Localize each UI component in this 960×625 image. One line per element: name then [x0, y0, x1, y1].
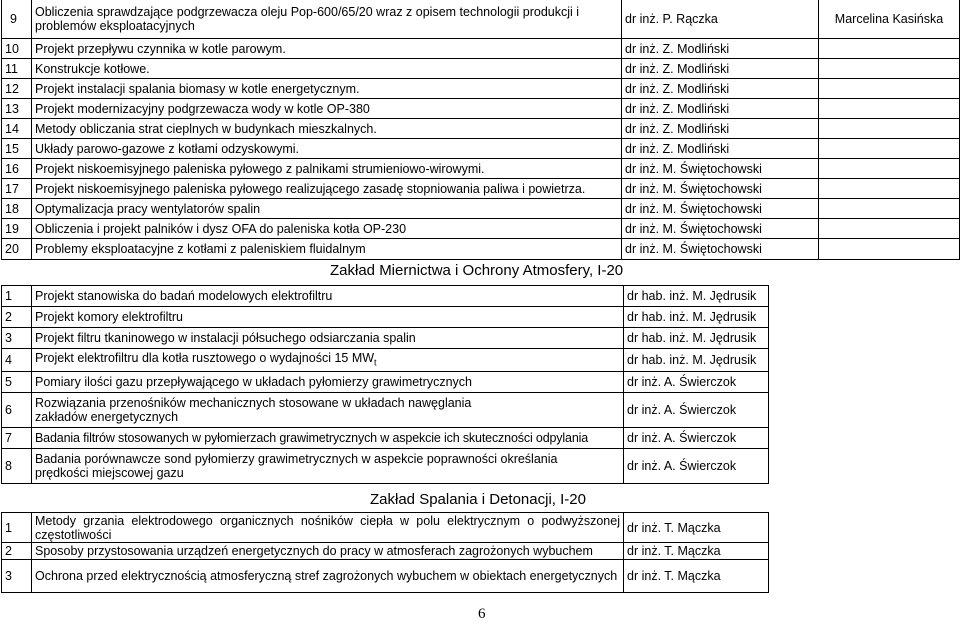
student-name	[819, 59, 960, 79]
row-number: 8	[2, 449, 32, 484]
row-number: 9	[2, 0, 32, 39]
supervisor: dr hab. inż. M. Jędrusik	[624, 286, 769, 307]
table-row	[2, 199, 960, 219]
table-row	[2, 349, 769, 372]
table-row	[2, 59, 960, 79]
student-name	[819, 99, 960, 119]
thesis-title	[32, 349, 624, 372]
row-number: 1	[2, 286, 32, 307]
row-number: 10	[2, 39, 32, 59]
table-row	[2, 99, 960, 119]
thesis-table-c	[1, 512, 769, 593]
thesis-title: Projekt stanowiska do badań modelowych elektrofiltru	[32, 286, 624, 307]
supervisor: dr inż. A. Świerczok	[624, 428, 769, 449]
student-name	[819, 159, 960, 179]
supervisor: dr inż. M. Świętochowski	[622, 179, 819, 199]
thesis-title: Projekt niskoemisyjnego paleniska pyłowego z palnikami strumieniowo-wirowymi.	[32, 159, 622, 179]
row-number: 2	[2, 307, 32, 328]
supervisor: dr inż. Z. Modliński	[622, 39, 819, 59]
table-row	[2, 239, 960, 260]
row-number: 18	[2, 199, 32, 219]
supervisor: dr inż. Z. Modliński	[622, 99, 819, 119]
thesis-title: Konstrukcje kotłowe.	[32, 59, 622, 79]
thesis-table-b	[1, 285, 769, 484]
thesis-table-a	[1, 0, 960, 260]
table-row	[2, 449, 769, 484]
thesis-title: Projekt przepływu czynnika w kotle parowym.	[32, 39, 622, 59]
row-number: 14	[2, 119, 32, 139]
supervisor: dr inż. A. Świerczok	[624, 372, 769, 393]
table-row	[2, 372, 769, 393]
row-number: 13	[2, 99, 32, 119]
row-number: 16	[2, 159, 32, 179]
student-name	[819, 239, 960, 260]
section-title-measurement: Zakład Miernictwa i Ochrony Atmosfery, I-20	[330, 262, 624, 279]
table-row	[2, 119, 960, 139]
supervisor: dr inż. T. Mączka	[624, 513, 769, 543]
row-number: 3	[2, 560, 32, 593]
page-number: 6	[478, 606, 486, 622]
thesis-title: Projekt filtru tkaninowego w instalacji półsuchego odsiarczania spalin	[32, 328, 624, 349]
supervisor: dr inż. M. Świętochowski	[622, 159, 819, 179]
thesis-title: Projekt komory elektrofiltru	[32, 307, 624, 328]
thesis-title: Układy parowo-gazowe z kotłami odzyskowymi.	[32, 139, 622, 159]
student-name	[819, 199, 960, 219]
supervisor: dr inż. A. Świerczok	[624, 449, 769, 484]
table-row	[2, 179, 960, 199]
student-name: Marcelina Kasińska	[819, 0, 960, 39]
row-number: 11	[2, 59, 32, 79]
thesis-title-subscript: t	[374, 357, 377, 368]
supervisor: dr hab. inż. M. Jędrusik	[624, 328, 769, 349]
supervisor: dr inż. P. Rączka	[622, 0, 819, 39]
table-row	[2, 513, 769, 543]
supervisor: dr hab. inż. M. Jędrusik	[624, 349, 769, 372]
student-name	[819, 119, 960, 139]
supervisor: dr inż. Z. Modliński	[622, 59, 819, 79]
table-row	[2, 560, 769, 593]
table-row	[2, 543, 769, 560]
section-title-combustion: Zakład Spalania i Detonacji, I-20	[370, 491, 586, 508]
table-row	[2, 286, 769, 307]
table-row	[2, 39, 960, 59]
row-number: 3	[2, 328, 32, 349]
row-number: 19	[2, 219, 32, 239]
thesis-title: Badania filtrów stosowanych w pyłomierzach grawimetrycznych w aspekcie ich skuteczności odpylania	[32, 428, 624, 449]
table-row	[2, 393, 769, 428]
supervisor: dr inż. T. Mączka	[624, 560, 769, 593]
student-name	[819, 139, 960, 159]
supervisor: dr inż. A. Świerczok	[624, 393, 769, 428]
row-number: 1	[2, 513, 32, 543]
table-row	[2, 307, 769, 328]
table-row	[2, 219, 960, 239]
table-row	[2, 328, 769, 349]
supervisor: dr inż. Z. Modliński	[622, 79, 819, 99]
table-row	[2, 428, 769, 449]
student-name	[819, 39, 960, 59]
thesis-title: Rozwiązania przenośników mechanicznych stosowane w układach nawęglania zakładów energetycznych	[32, 393, 624, 428]
student-name	[819, 179, 960, 199]
row-number: 6	[2, 393, 32, 428]
supervisor: dr inż. M. Świętochowski	[622, 219, 819, 239]
row-number: 15	[2, 139, 32, 159]
row-number: 5	[2, 372, 32, 393]
row-number: 20	[2, 239, 32, 260]
supervisor: dr hab. inż. M. Jędrusik	[624, 307, 769, 328]
table-row	[2, 0, 960, 39]
thesis-title: Ochrona przed elektrycznością atmosferyczną stref zagrożonych wybuchem w obiektach energetycznych	[32, 560, 624, 593]
supervisor: dr inż. Z. Modliński	[622, 139, 819, 159]
thesis-title: Metody obliczania strat cieplnych w budynkach mieszkalnych.	[32, 119, 622, 139]
thesis-title: Projekt modernizacyjny podgrzewacza wody w kotle OP-380	[32, 99, 622, 119]
thesis-title: Obliczenia sprawdzające podgrzewacza oleju Pop-600/65/20 wraz z opisem technologii produkcji i problemów eksploatacyjnych	[32, 0, 622, 39]
thesis-title: Obliczenia i projekt palników i dysz OFA do paleniska kotła OP-230	[32, 219, 622, 239]
table-row	[2, 139, 960, 159]
table-row	[2, 159, 960, 179]
supervisor: dr inż. M. Świętochowski	[622, 199, 819, 219]
thesis-title: Projekt instalacji spalania biomasy w kotle energetycznym.	[32, 79, 622, 99]
supervisor: dr inż. Z. Modliński	[622, 119, 819, 139]
student-name	[819, 219, 960, 239]
row-number: 7	[2, 428, 32, 449]
thesis-title: Projekt niskoemisyjnego paleniska pyłowego realizującego zasadę stopniowania paliwa i powietrza.	[32, 179, 622, 199]
thesis-title: Badania porównawcze sond pyłomierzy grawimetrycznych w aspekcie poprawności określania prędkości miejscowej gazu	[32, 449, 624, 484]
thesis-title: Sposoby przystosowania urządzeń energetycznych do pracy w atmosferach zagrożonych wybuchem	[32, 543, 624, 560]
row-number: 2	[2, 543, 32, 560]
thesis-title: Optymalizacja pracy wentylatorów spalin	[32, 199, 622, 219]
student-name	[819, 79, 960, 99]
supervisor: dr inż. M. Świętochowski	[622, 239, 819, 260]
row-number: 12	[2, 79, 32, 99]
thesis-title: Pomiary ilości gazu przepływającego w układach pyłomierzy grawimetrycznych	[32, 372, 624, 393]
thesis-title-text: Projekt elektrofiltru dla kotła rusztowego o wydajności 15 MW	[35, 350, 375, 365]
thesis-title: Metody grzania elektrodowego organicznych nośników ciepła w polu elektrycznym o podwyższonej częstotliwości	[32, 513, 624, 543]
row-number: 4	[2, 349, 32, 372]
table-row	[2, 79, 960, 99]
row-number: 17	[2, 179, 32, 199]
thesis-title: Problemy eksploatacyjne z kotłami z paleniskiem fluidalnym	[32, 239, 622, 260]
supervisor: dr inż. T. Mączka	[624, 543, 769, 560]
